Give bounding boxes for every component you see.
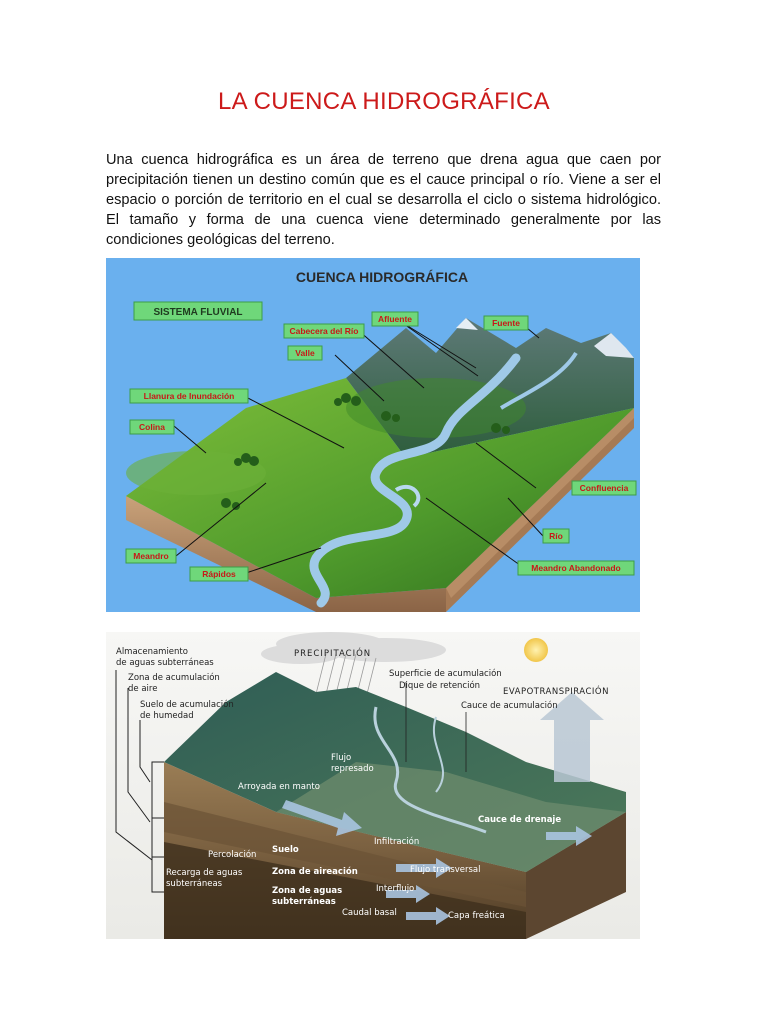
label-colina: [130, 420, 174, 434]
label-meandro: [126, 549, 176, 563]
label-suelo-humedad-2: de humedad: [140, 711, 194, 721]
label-suelo: Suelo: [272, 845, 299, 855]
label-flujo-transversal: Flujo transversal: [410, 865, 481, 875]
intro-paragraph: Una cuenca hidrográfica es un área de terreno que drena agua que caen por precipitación tienen un destino común que es el cauce principal o río. Viene a ser el espacio o porción de territorio en el cual se desarrolla el ciclo o sistema hidrológico. El tamaño y forma de una cuenca viene determinado generalmente por las condiciones geológicas del terreno.: [106, 152, 661, 248]
label-text: Meandro Abandonado: [531, 563, 621, 573]
label-text: Fuente: [492, 318, 520, 328]
label-valle: [288, 346, 322, 360]
label-text: Río: [549, 531, 563, 541]
label-llanura: [130, 389, 248, 403]
label-cabecera: [284, 324, 364, 338]
label-text: Colina: [139, 422, 165, 432]
page-title: LA CUENCA HIDROGRÁFICA: [218, 88, 550, 115]
label-percolacion: Percolación: [208, 850, 257, 860]
label-meandro-abandonado: [518, 561, 634, 575]
label-sistema-fluvial: [134, 302, 262, 320]
label-text: Meandro: [133, 551, 169, 561]
label-interflujo: Interflujo: [376, 884, 415, 894]
label-recarga-2: subterráneas: [166, 879, 223, 889]
label-cauce-drenaje: Cauce de drenaje: [478, 815, 562, 825]
label-zona-aireacion: Zona de aireación: [272, 867, 358, 877]
label-infiltracion: Infiltración: [374, 837, 420, 847]
label-caudal-basal: Caudal basal: [342, 908, 397, 918]
label-flujo-represado: Flujo: [331, 753, 352, 763]
label-zona-aguas-2: subterráneas: [272, 897, 336, 907]
label-text: Valle: [295, 348, 315, 358]
label-precipitacion: PRECIPITACIÓN: [294, 649, 372, 659]
label-confluencia: [572, 481, 636, 495]
label-flujo-represado-2: represado: [331, 764, 374, 774]
label-afluente: [372, 312, 418, 326]
sun-icon: [524, 638, 548, 662]
label-almacenamiento-2: de aguas subterráneas: [116, 658, 214, 668]
figure1-title: CUENCA HIDROGRÁFICA: [295, 269, 469, 285]
label-text: Afluente: [378, 314, 412, 324]
label-recarga: Recarga de aguas: [166, 868, 243, 878]
label-text: SISTEMA FLUVIAL: [153, 307, 243, 318]
label-text: Cabecera del Río: [289, 326, 359, 336]
river-basin-figure: [106, 258, 640, 612]
label-capa-freatica: Capa freática: [448, 911, 505, 921]
label-text: Rápidos: [202, 569, 236, 579]
label-almacenamiento: Almacenamiento: [116, 647, 188, 657]
label-zona-aire: Zona de acumulación: [128, 673, 220, 683]
label-evapotranspiracion: EVAPOTRANSPIRACIÓN: [503, 687, 609, 697]
label-zona-aguas: Zona de aguas: [272, 886, 343, 896]
label-text: Confluencia: [579, 483, 629, 493]
label-rio: [543, 529, 569, 543]
label-text: Llanura de Inundación: [143, 391, 235, 401]
label-arroyada: Arroyada en manto: [238, 782, 320, 792]
label-superficie: Superficie de acumulación: [389, 669, 502, 679]
river-basin-illustration: [106, 258, 640, 612]
hydrologic-cycle-illustration: [106, 632, 640, 939]
label-zona-aire-2: de aire: [128, 684, 158, 694]
label-cauce-acumulacion: Cauce de acumulación: [461, 701, 558, 711]
label-dique: Dique de retención: [399, 681, 481, 691]
label-fuente: [484, 316, 528, 330]
label-suelo-humedad: Suelo de acumulación: [140, 700, 234, 710]
label-rapidos: [190, 567, 248, 581]
hydrologic-cycle-figure: [106, 632, 640, 939]
